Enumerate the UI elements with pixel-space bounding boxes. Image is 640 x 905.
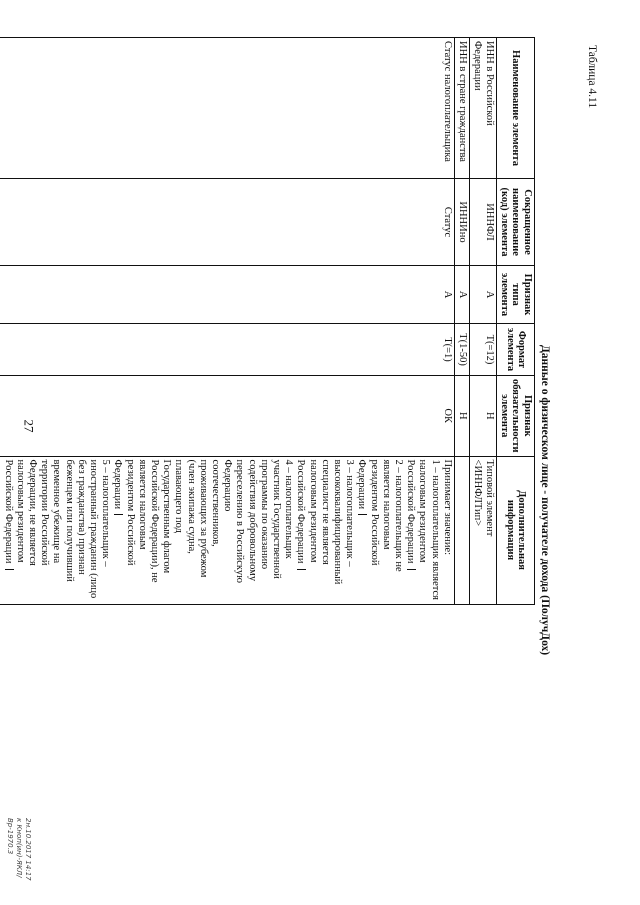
table-row xyxy=(470,38,497,605)
cell-info: Типовой элемент <ИННФЛТип> xyxy=(470,456,497,604)
cell-name: ИНН в Российской Федерации xyxy=(470,38,497,179)
table-number: Таблица 4.11 xyxy=(586,45,598,109)
cell-required: ОК xyxy=(0,376,454,457)
status-value-4: 4 – налогоплательщик участник Государственной программы по оказанию содействия добровольному переселению в Российскую Федерацию соотечественников, проживающих за рубежом (член экипажа судна, плавающего под Государственным флагом Российской Федерации), не является налоговым резидентом Российской Федерации xyxy=(112,459,295,583)
cell-required: Н xyxy=(454,376,469,457)
cell-required: Н xyxy=(470,376,497,457)
cell-format: T(=12) xyxy=(470,324,497,376)
cell-code: Статус xyxy=(0,179,454,266)
cell-info-status xyxy=(0,456,454,604)
status-value-5: 5 – налогоплательщик – иностранный гражданин (лицо без гражданства) признан беженцем или получивший временное убежище на территории Российской Федерации, не является налоговым резидентом Российской Федерации xyxy=(2,459,112,599)
header-info: Дополнительная информация xyxy=(497,456,535,604)
status-value-3: 3 – налогоплательщик – высококвалифицированный специалист не является налоговым резидентом Российской Федерации xyxy=(295,459,356,585)
cell-info xyxy=(454,456,469,604)
status-value-2: 2 – налогоплательщик не является налоговым резидентом Российской Федерации xyxy=(356,459,405,572)
cell-name: ИНН в стране гражданства xyxy=(454,38,469,179)
cell-format: T(=1) xyxy=(0,324,454,376)
table-row xyxy=(454,38,469,605)
header-row xyxy=(497,38,535,605)
cell-type: А xyxy=(0,266,454,324)
cell-type: А xyxy=(454,266,469,324)
page-number: 27 xyxy=(21,419,37,433)
header-type: Признак типа элемента xyxy=(497,266,535,324)
cell-format: T(1-50) xyxy=(454,324,469,376)
header-required: Признак обязательности элемента xyxy=(497,376,535,457)
cell-code: ИННИно xyxy=(454,179,469,266)
document-stamp: 2н.10.2017 14:17 к Кноп(ин)-ЯКЛ/Вр-1970.3 xyxy=(6,818,32,881)
cell-name: Статус налогоплательщика xyxy=(0,38,454,179)
header-format: Формат элемента xyxy=(497,324,535,376)
cell-code: ИННФЛ xyxy=(470,179,497,266)
table-row xyxy=(0,38,454,605)
table-title: Данные о физическом лице - получателе дохода (ПолучДох) xyxy=(539,344,551,656)
header-name: Наименование элемента xyxy=(497,38,535,179)
cell-type: А xyxy=(470,266,497,324)
status-intro: Принимает значение: xyxy=(441,459,453,556)
data-table xyxy=(0,37,535,605)
status-value-1: 1 – налогоплательщик является налоговым резидентом Российской Федерации xyxy=(405,459,441,600)
header-code: Сокращенное наименование (код) элемента xyxy=(497,179,535,266)
